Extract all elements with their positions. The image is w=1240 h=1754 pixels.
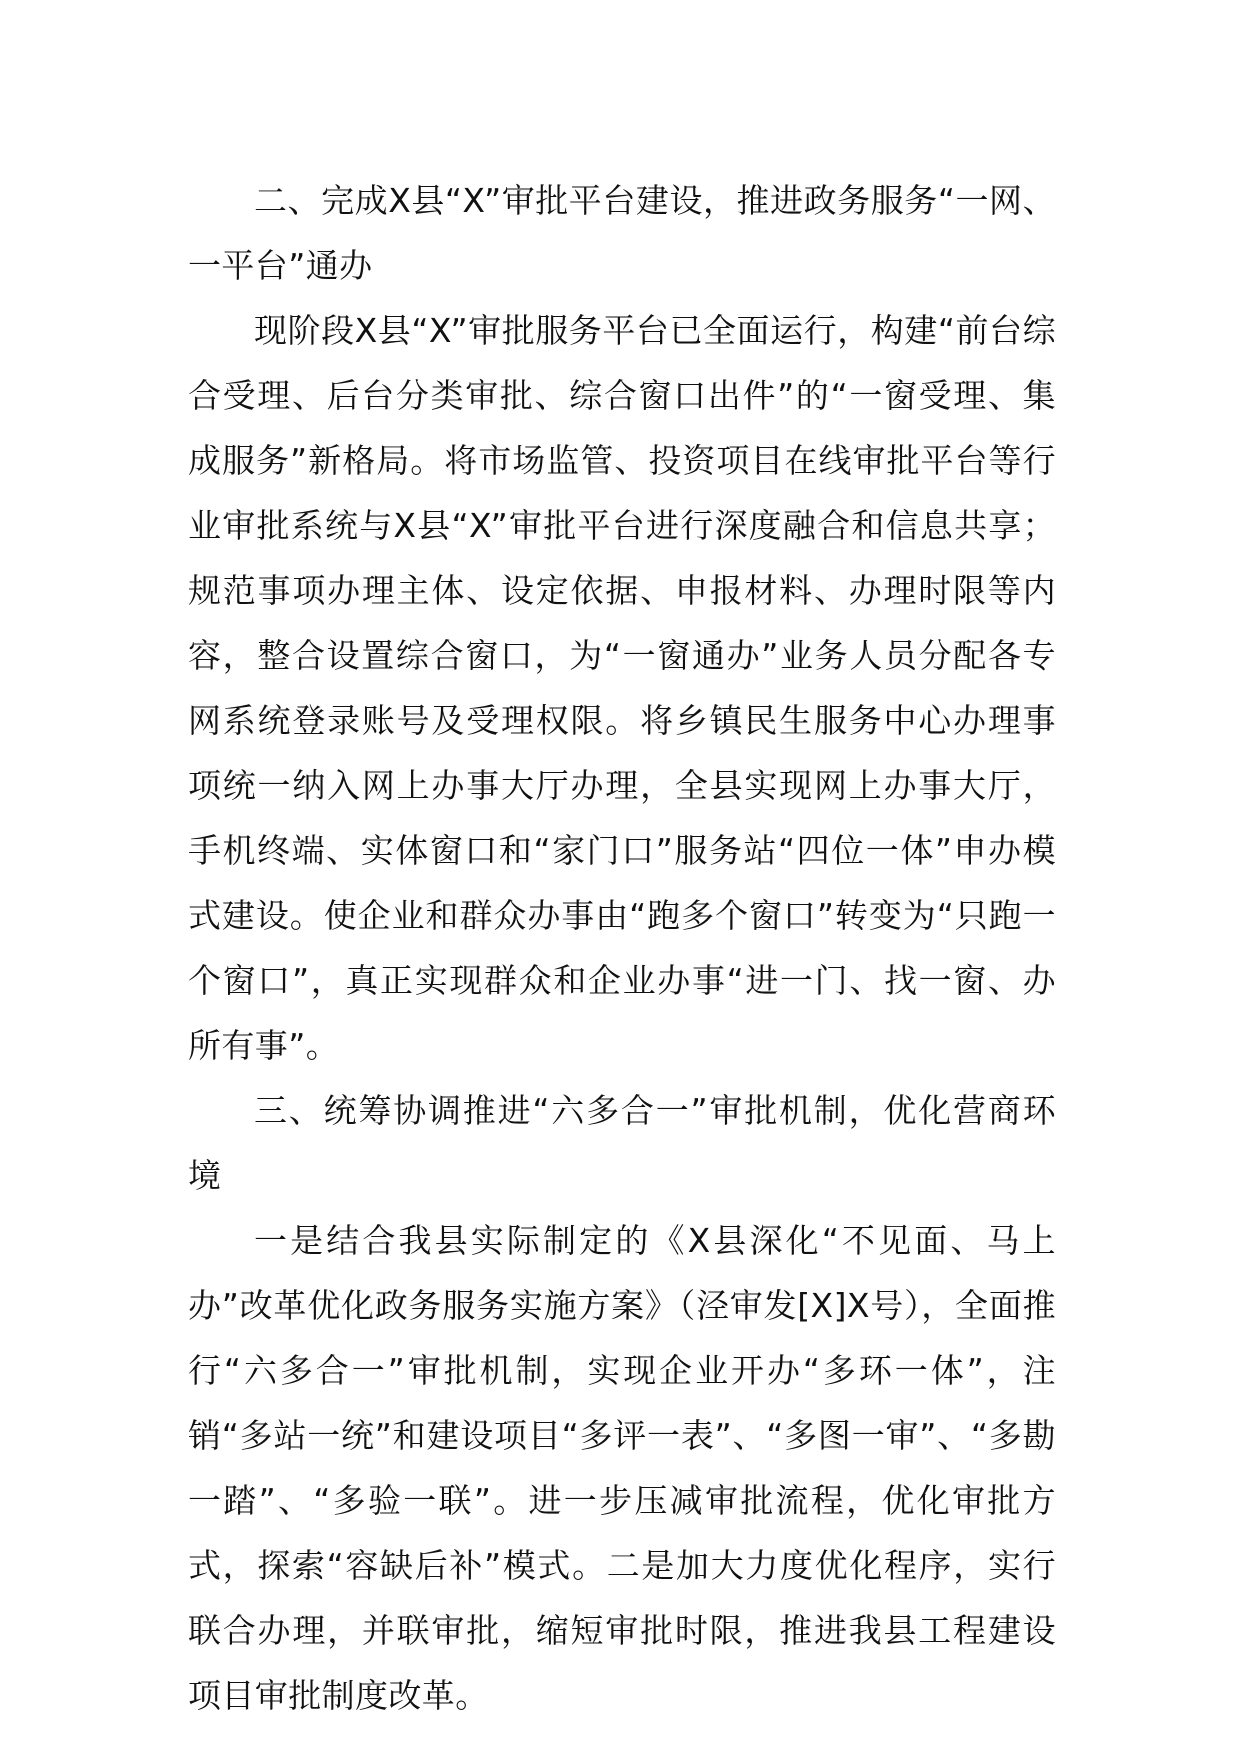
document-body xyxy=(188,168,1056,1728)
section-2-paragraph: 现阶段X县“X”审批服务平台已全面运行，构建“前台综合受理、后台分类审批、综合窗口出件”的“一窗受理、集成服务”新格局。将市场监管、投资项目在线审批平台等行业审批系统与X县“X”审批平台进行深度融合和信息共享；规范事项办理主体、设定依据、申报材料、办理时限等内容，整合设置综合窗口，为“一窗通办”业务人员分配各专网系统登录账号及受理权限。将乡镇民生服务中心办理事项统一纳入网上办事大厅办理，全县实现网上办事大厅，手机终端、实体窗口和“家门口”服务站“四位一体”申办模式建设。使企业和群众办事由“跑多个窗口”转变为“只跑一个窗口”，真正实现群众和企业办事“进一门、找一窗、办所有事”。 xyxy=(188,311,1056,1065)
section-3-paragraph: 一是结合我县实际制定的《X县深化“不见面、马上办”改革优化政务服务实施方案》（泾审发[X]X号），全面推行“六多合一”审批机制，实现企业开办“多环一体”，注销“多站一统”和建设项目“多评一表”、“多图一审”、“多勘一踏”、“多验一联”。进一步压减审批流程，优化审批方式，探索“容缺后补”模式。二是加大力度优化程序，实行联合办理，并联审批，缩短审批时限，推进我县工程建设项目审批制度改革。 xyxy=(188,1221,1056,1715)
section-heading-3: 三、统筹协调推进“六多合一”审批机制，优化营商环境 xyxy=(188,1091,1056,1195)
section-heading-2: 二、完成X县“X”审批平台建设，推进政务服务“一网、一平台”通办 xyxy=(188,181,1056,285)
